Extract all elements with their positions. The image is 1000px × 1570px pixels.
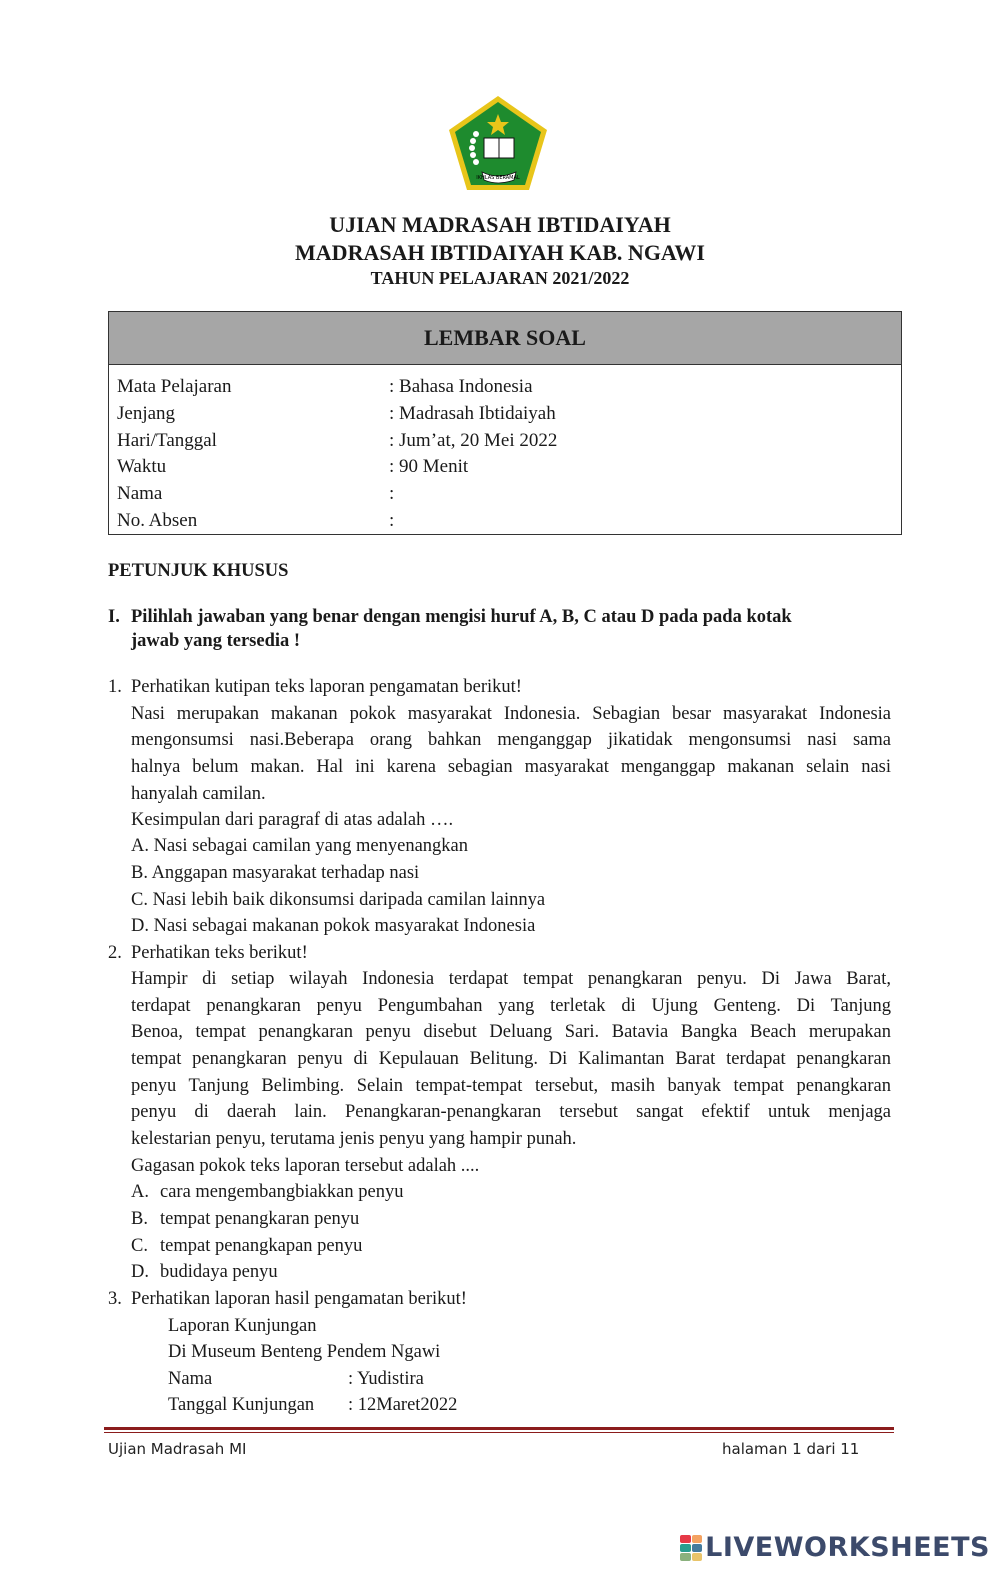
option-letter: C.	[131, 1236, 148, 1256]
answer-option: cara mengembangbiakkan penyu	[160, 1182, 404, 1202]
instruction-text: Pilihlah jawaban yang benar dengan mengisi huruf A, B, C atau D pada pada kotak	[131, 607, 792, 627]
passage-line: kelestarian penyu, terutama jenis penyu yang hampir punah.	[131, 1129, 577, 1149]
question-prompt: Perhatikan laporan hasil pengamatan berikut!	[131, 1289, 467, 1309]
info-label: Mata Pelajaran	[117, 376, 232, 397]
passage-line: penyu di daerah lain. Penangkaran-penangkaran tersebut sangat efektif untuk menjaga	[131, 1102, 891, 1122]
passage-line: Hampir di setiap wilayah Indonesia terdapat tempat penangkaran penyu. Di Jawa Barat,	[131, 969, 891, 989]
passage-line: Nasi merupakan makanan pokok masyarakat Indonesia. Sebagian besar masyarakat Indonesia	[131, 704, 891, 724]
page-number: halaman 1 dari 11	[722, 1440, 860, 1458]
passage-line: penyu Tanjung Belimbing. Selain tempat-tempat tersebut, masih banyak tempat penangkaran	[131, 1076, 891, 1096]
info-value: : Madrasah Ibtidaiyah	[389, 403, 556, 424]
info-value: : Jum’at, 20 Mei 2022	[389, 430, 558, 451]
question-text: Gagasan pokok teks laporan tersebut adalah ....	[131, 1156, 480, 1176]
info-label: No. Absen	[117, 510, 198, 531]
answer-option: tempat penangkaran penyu	[160, 1209, 360, 1229]
logo-ribbon-text: IKHLAS BERAMAL	[476, 175, 520, 181]
report-field-value: : 12Maret2022	[348, 1395, 458, 1415]
passage-line: halnya belum makan. Hal ini karena sebagian masyarakat menganggap makanan selain nasi	[131, 757, 891, 777]
option-letter: A.	[131, 1182, 149, 1202]
answer-option: A. Nasi sebagai camilan yang menyenangkan	[131, 836, 468, 856]
footer-divider	[104, 1427, 894, 1430]
report-field-label: Nama	[168, 1369, 213, 1389]
question-number: 1.	[108, 677, 122, 697]
instructions-heading: PETUNJUK KHUSUS	[108, 561, 289, 581]
report-field-label: Tanggal Kunjungan	[168, 1395, 315, 1415]
passage-line: hanyalah camilan.	[131, 784, 266, 804]
info-label: Hari/Tanggal	[117, 430, 217, 451]
passage-line: mengonsumsi nasi.Beberapa orang bahkan menganggap jikatidak mengonsumsi nasi sama	[131, 730, 891, 750]
footer-divider	[104, 1432, 894, 1433]
report-place: Di Museum Benteng Pendem Ngawi	[168, 1342, 441, 1362]
info-value: :	[389, 510, 395, 531]
answer-option: D. Nasi sebagai makanan pokok masyarakat Indonesia	[131, 916, 536, 936]
question-number: 2.	[108, 943, 122, 963]
info-value: :	[389, 483, 395, 504]
school-name: MADRASAH IBTIDAIYAH KAB. NGAWI	[295, 240, 705, 265]
exam-title: UJIAN MADRASAH IBTIDAIYAH	[329, 212, 671, 237]
liveworksheets-text: LIVEWORKSHEETS	[705, 1532, 990, 1563]
report-field-value: : Yudistira	[348, 1369, 424, 1389]
answer-option: B. Anggapan masyarakat terhadap nasi	[131, 863, 420, 883]
info-label: Nama	[117, 483, 163, 504]
school-year: TAHUN PELAJARAN 2021/2022	[370, 268, 630, 288]
info-value: : 90 Menit	[389, 456, 469, 477]
instruction-text: jawab yang tersedia !	[131, 631, 301, 651]
report-title: Laporan Kunjungan	[168, 1316, 317, 1336]
kemenag-logo	[446, 94, 550, 194]
liveworksheets-watermark	[680, 1532, 990, 1563]
question-number: 3.	[108, 1289, 122, 1309]
answer-option: tempat penangkapan penyu	[160, 1236, 363, 1256]
passage-line: tempat penangkaran penyu di Kepulauan Belitung. Di Kalimantan Barat terdapat penangkaran	[131, 1049, 891, 1069]
passage-line: Benoa, tempat penangkaran penyu disebut Deluang Sari. Batavia Bangka Beach merupakan	[131, 1022, 891, 1042]
box-title: LEMBAR SOAL	[109, 312, 901, 365]
option-letter: D.	[131, 1262, 149, 1282]
exam-info-box	[108, 311, 902, 535]
question-prompt: Perhatikan teks berikut!	[131, 943, 308, 963]
info-label: Jenjang	[117, 403, 176, 424]
question-text: Kesimpulan dari paragraf di atas adalah ….	[131, 810, 454, 830]
liveworksheets-icon	[680, 1535, 702, 1561]
answer-option: budidaya penyu	[160, 1262, 278, 1282]
answer-option: C. Nasi lebih baik dikonsumsi daripada camilan lainnya	[131, 890, 546, 910]
footer-left: Ujian Madrasah MI	[108, 1440, 247, 1458]
option-letter: B.	[131, 1209, 148, 1229]
passage-line: terdapat penangkaran penyu Pengumbahan yang terletak di Ujung Genteng. Di Tanjung	[131, 996, 891, 1016]
instruction-number: I.	[108, 607, 120, 627]
info-value: : Bahasa Indonesia	[389, 376, 533, 397]
question-prompt: Perhatikan kutipan teks laporan pengamatan berikut!	[131, 677, 522, 697]
info-label: Waktu	[117, 456, 167, 477]
